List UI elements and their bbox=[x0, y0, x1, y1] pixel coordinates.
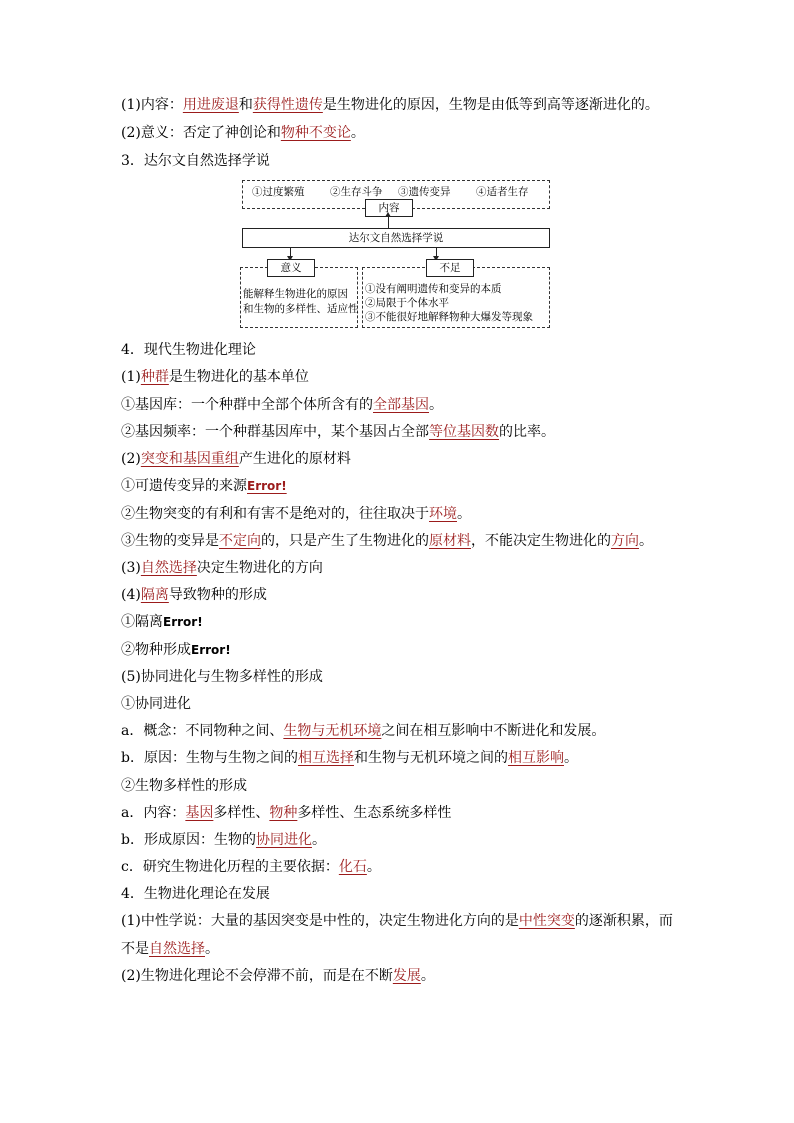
text-line: (2)生物进化理论不会停滞不前，而是在不断发展。 bbox=[121, 968, 435, 984]
answer-blank: 用进废退 bbox=[182, 97, 239, 113]
answer-blank: 原材料 bbox=[429, 533, 471, 549]
answer-blank: 环境 bbox=[429, 506, 457, 522]
text-line: ①协同进化 bbox=[121, 696, 191, 712]
answer-blank: 相互选择 bbox=[297, 750, 354, 766]
text-line: ②物种形成Error! bbox=[121, 642, 231, 658]
diagram-item: ①过度繁殖 bbox=[252, 186, 305, 198]
text-line: ②基因频率：一个种群基因库中，某个基因占全部等位基因数的比率。 bbox=[121, 424, 555, 440]
answer-blank: 方向 bbox=[611, 533, 639, 549]
meaning-text: 能解释生物进化的原因 bbox=[243, 288, 348, 300]
answer-blank: 自然选择 bbox=[140, 560, 197, 576]
answer-blank: 化石 bbox=[338, 859, 367, 875]
section-heading: 3．达尔文自然选择学说 bbox=[121, 153, 270, 169]
answer-blank: 生物与无机环境 bbox=[283, 723, 382, 739]
answer-blank: 等位基因数 bbox=[429, 424, 499, 440]
content-label-box: 内容 bbox=[365, 199, 413, 217]
answer-blank: 相互影响 bbox=[507, 750, 564, 766]
darwin-diagram bbox=[240, 180, 552, 330]
text-line: a．内容：基因多样性、物种多样性、生态系统多样性 bbox=[121, 805, 452, 821]
answer-blank: 种群 bbox=[140, 369, 169, 385]
text-line: (2)突变和基因重组产生进化的原材料 bbox=[121, 451, 351, 467]
diagram-item: ③遗传变异 bbox=[398, 186, 451, 198]
text-line: b．形成原因：生物的协同进化。 bbox=[121, 832, 326, 848]
shortage-text: ③不能很好地解释物种大爆发等现象 bbox=[365, 311, 533, 323]
error-marker: Error! bbox=[163, 615, 203, 629]
text-line: (4)隔离导致物种的形成 bbox=[121, 587, 267, 603]
answer-blank: 突变和基因重组 bbox=[140, 451, 239, 467]
answer-blank: 隔离 bbox=[140, 587, 169, 603]
answer-blank: 自然选择 bbox=[149, 941, 205, 957]
section-heading: 4．生物进化理论在发展 bbox=[121, 886, 270, 902]
arrow-up-icon bbox=[388, 216, 389, 228]
lamarck-content-line: (1)内容：用进废退和获得性遗传是生物进化的原因，生物是由低等到高等逐渐进化的。 bbox=[121, 97, 659, 113]
text-line: a．概念：不同物种之间、生物与无机环境之间在相互影响中不断进化和发展。 bbox=[121, 723, 606, 739]
shortage-label-box: 不足 bbox=[426, 259, 474, 277]
text-line: (3)自然选择决定生物进化的方向 bbox=[121, 560, 323, 576]
answer-blank: 全部基因 bbox=[373, 397, 429, 413]
answer-blank: 发展 bbox=[392, 968, 421, 984]
text-line: (5)协同进化与生物多样性的形成 bbox=[121, 669, 323, 685]
answer-blank: 基因 bbox=[185, 805, 214, 821]
meaning-text: 和生物的多样性、适应性 bbox=[243, 303, 359, 315]
text-line: ①隔离Error! bbox=[121, 614, 203, 630]
center-label-box: 达尔文自然选择学说 bbox=[242, 228, 550, 248]
text-line: ③生物的变异是不定向的，只是产生了生物进化的原材料，不能决定生物进化的方向。 bbox=[121, 533, 653, 549]
error-marker: Error! bbox=[247, 479, 287, 493]
text-line: 不是自然选择。 bbox=[121, 941, 219, 957]
meaning-label-box: 意义 bbox=[267, 259, 315, 277]
section-heading: 4．现代生物进化理论 bbox=[121, 342, 256, 358]
text-line: ②生物多样性的形成 bbox=[121, 778, 247, 794]
lamarck-meaning-line: (2)意义：否定了神创论和物种不变论。 bbox=[121, 125, 365, 141]
error-marker: Error! bbox=[191, 643, 231, 657]
shortage-text: ①没有阐明遗传和变异的本质 bbox=[365, 283, 502, 295]
diagram-item: ②生存斗争 bbox=[330, 186, 383, 198]
text-line: ①基因库：一个种群中全部个体所含有的全部基因。 bbox=[121, 397, 443, 413]
shortage-text: ②局限于个体水平 bbox=[365, 297, 449, 309]
arrow-down-icon bbox=[290, 247, 291, 257]
answer-blank: 获得性遗传 bbox=[252, 97, 323, 113]
answer-blank: 中性突变 bbox=[518, 913, 575, 929]
text-line: ①可遗传变异的来源Error! bbox=[121, 478, 287, 494]
text-line: (1)中性学说：大量的基因突变是中性的，决定生物进化方向的是中性突变的逐渐积累，而 bbox=[121, 913, 673, 929]
text-line: c．研究生物进化历程的主要依据：化石。 bbox=[121, 859, 381, 875]
answer-blank: 物种不变论 bbox=[280, 125, 351, 141]
answer-blank: 物种 bbox=[269, 805, 298, 821]
diagram-item: ④适者生存 bbox=[476, 186, 529, 198]
text-line: b．原因：生物与生物之间的相互选择和生物与无机环境之间的相互影响。 bbox=[121, 750, 578, 766]
text-line: (1)种群是生物进化的基本单位 bbox=[121, 369, 309, 385]
answer-blank: 不定向 bbox=[219, 533, 261, 549]
text-line: ②生物突变的有利和有害不是绝对的，往往取决于环境。 bbox=[121, 506, 471, 522]
arrow-down-icon bbox=[436, 247, 437, 257]
answer-blank: 协同进化 bbox=[255, 832, 312, 848]
